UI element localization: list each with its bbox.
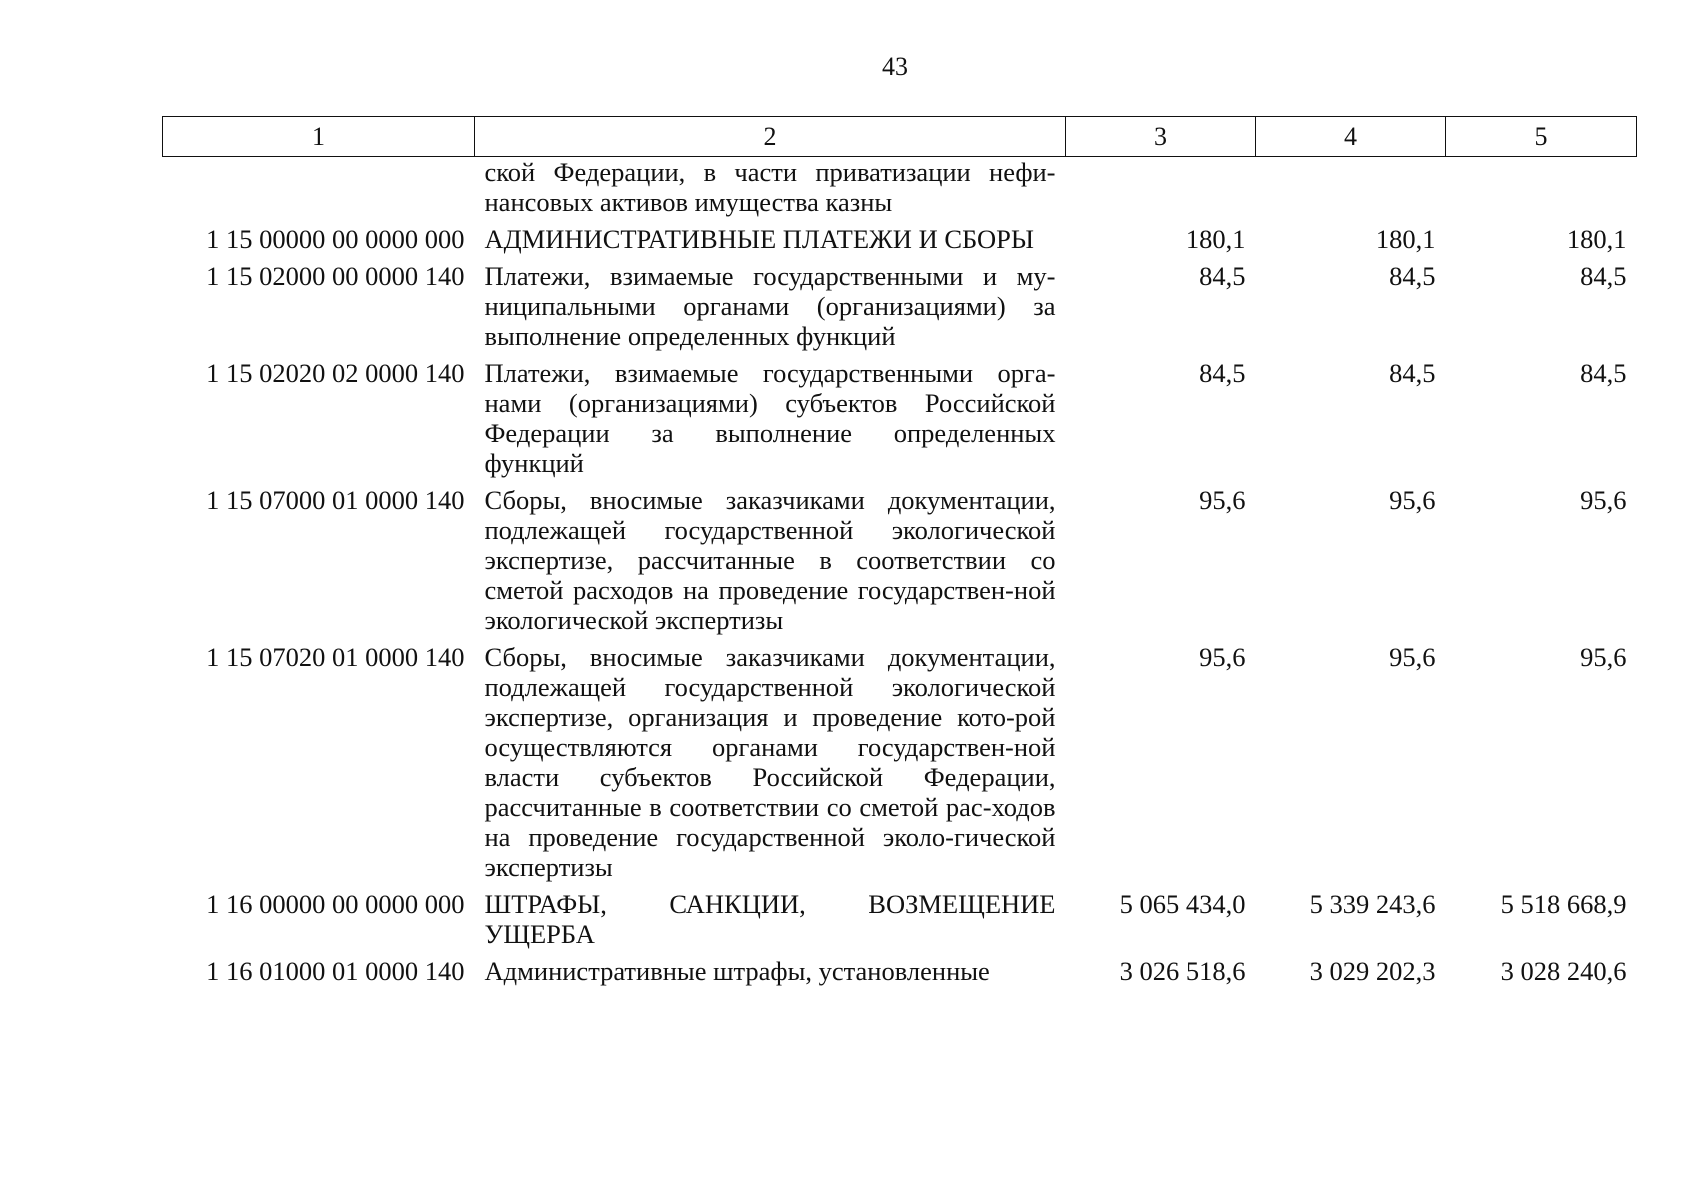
- row-value-col3: 95,6: [1199, 642, 1246, 672]
- row-code: 1 15 07000 01 0000 140: [206, 485, 465, 515]
- row-value-col4: 95,6: [1389, 485, 1436, 515]
- header-row: [163, 117, 1637, 157]
- row-description: Административные штрафы, установленные: [484, 956, 990, 986]
- table-row: [163, 157, 1637, 225]
- row-code: 1 15 07020 01 0000 140: [206, 642, 465, 672]
- row-value-col5: [1446, 157, 1637, 225]
- row-value-col5: 3 028 240,6: [1500, 956, 1627, 986]
- row-description: АДМИНИСТРАТИВНЫЕ ПЛАТЕЖИ И СБОРЫ: [484, 224, 1035, 254]
- row-value-col5: 5 518 668,9: [1500, 889, 1627, 919]
- row-value-col4: 3 029 202,3: [1309, 956, 1436, 986]
- header-col-4: 4: [1256, 117, 1446, 157]
- header-col-5: 5: [1446, 117, 1637, 157]
- row-code: 1 15 00000 00 0000 000: [206, 224, 465, 254]
- row-description: Сборы, вносимые заказчиками документации, подлежащей государственной экологической экспертизе, рассчитанные в соответствии со сметой расходов на проведение государствен-ной экологической экспертизы: [484, 485, 1056, 635]
- row-value-col3: [1066, 157, 1256, 225]
- row-value-col4: [1256, 157, 1446, 225]
- row-value-col4: 180,1: [1375, 224, 1436, 254]
- row-code: 1 15 02020 02 0000 140: [206, 358, 465, 388]
- row-code: [163, 157, 475, 225]
- row-description: Платежи, взимаемые государственными и му-ниципальными органами (организациями) за выполнение определенных функций: [484, 261, 1056, 351]
- row-value-col4: 95,6: [1389, 642, 1436, 672]
- row-value-col3: 180,1: [1185, 224, 1246, 254]
- row-value-col3: 84,5: [1199, 261, 1246, 291]
- table-row: [163, 261, 1637, 358]
- table-row: [163, 224, 1637, 261]
- row-value-col4: 84,5: [1389, 261, 1436, 291]
- table-row: [163, 889, 1637, 956]
- row-value-col3: 5 065 434,0: [1119, 889, 1246, 919]
- row-value-col5: 95,6: [1580, 642, 1627, 672]
- header-col-2: 2: [475, 117, 1066, 157]
- row-code: 1 16 01000 01 0000 140: [206, 956, 465, 986]
- row-value-col3: 3 026 518,6: [1119, 956, 1246, 986]
- row-description: Платежи, взимаемые государственными орга-нами (организациями) субъектов Российской Федерации за выполнение определенных функций: [484, 358, 1056, 478]
- row-code: 1 15 02000 00 0000 140: [206, 261, 465, 291]
- row-value-col5: 180,1: [1566, 224, 1627, 254]
- table-row: [163, 358, 1637, 485]
- row-description: ской Федерации, в части приватизации нефи-нансовых активов имущества казны: [484, 157, 1056, 217]
- row-value-col4: 5 339 243,6: [1309, 889, 1436, 919]
- row-value-col3: 84,5: [1199, 358, 1246, 388]
- header-col-1: 1: [163, 117, 475, 157]
- row-description: Сборы, вносимые заказчиками документации, подлежащей государственной экологической экспертизе, организация и проведение кото-рой осуществляются органами государствен-ной власти субъектов Российской Федерации, рассчитанные в соответствии со сметой рас-ходов на проведение государственной эколо-гической экспертизы: [484, 642, 1056, 882]
- row-value-col5: 95,6: [1580, 485, 1627, 515]
- row-description: ШТРАФЫ, САНКЦИИ, ВОЗМЕЩЕНИЕ УЩЕРБА: [484, 889, 1056, 949]
- page-number: 43: [882, 52, 908, 81]
- table-row: [163, 642, 1637, 889]
- row-value-col4: 84,5: [1389, 358, 1436, 388]
- table-row: [163, 956, 1637, 993]
- row-value-col5: 84,5: [1580, 358, 1627, 388]
- table-row: [163, 485, 1637, 642]
- row-value-col5: 84,5: [1580, 261, 1627, 291]
- header-col-3: 3: [1066, 117, 1256, 157]
- budget-table: [162, 116, 1637, 993]
- row-value-col3: 95,6: [1199, 485, 1246, 515]
- row-code: 1 16 00000 00 0000 000: [206, 889, 465, 919]
